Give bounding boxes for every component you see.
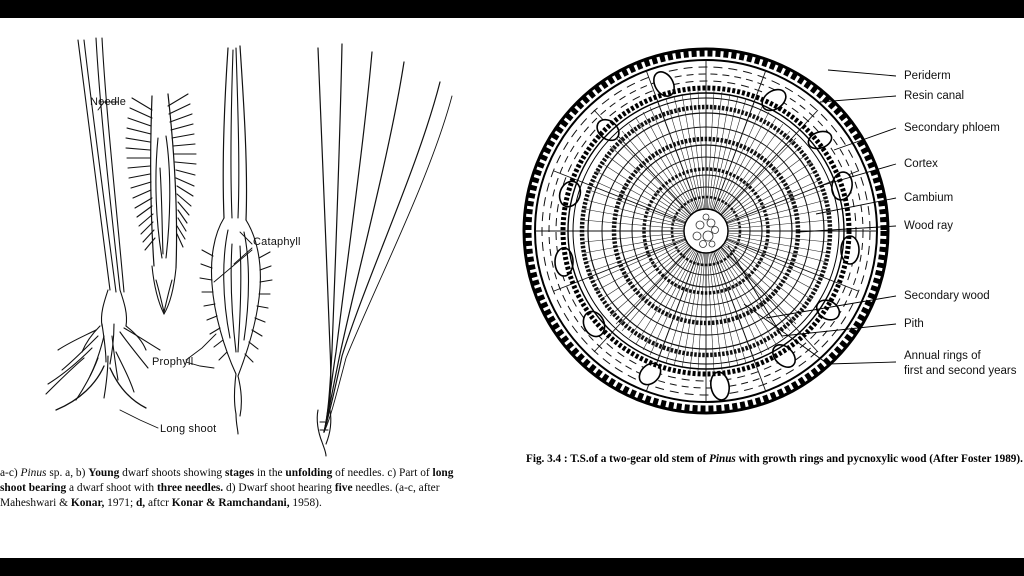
caption-part: five <box>334 482 353 494</box>
caption-part: a dwarf shoot with <box>66 482 157 494</box>
label-annual-rings: Annual rings of <box>904 350 981 362</box>
label-secondary-wood: Secondary wood <box>904 290 990 302</box>
pinus-shoot-drawing <box>0 18 500 458</box>
caption-genus: Pinus <box>20 467 47 479</box>
caption-part: Konar & Ramchandani, <box>171 497 290 509</box>
caption-part: with growth rings and pycnoxylic wood (After Foster 1989). <box>735 453 1023 465</box>
caption-part: 1958). <box>289 497 322 509</box>
label-prophyll: Prophyll <box>152 356 194 368</box>
caption-part: unfolding <box>285 467 333 479</box>
caption-genus: Pinus <box>709 453 736 465</box>
label-pith: Pith <box>904 318 924 330</box>
bottom-letterbox-band <box>0 558 1024 576</box>
label-long-shoot: Long shoot <box>160 423 217 435</box>
caption-part: of needles. c) Part of <box>332 467 433 479</box>
caption-part: 1971; <box>104 497 136 509</box>
caption-part: Konar, <box>70 497 105 509</box>
caption-part: long shoot bearing <box>0 467 454 494</box>
label-annual-rings-years: first and second years <box>904 365 1017 377</box>
caption-part: stages <box>224 467 255 479</box>
caption-part: three needles. <box>156 482 224 494</box>
stem-cross-section-drawing <box>498 18 1024 450</box>
label-secondary-phloem: Secondary phloem <box>904 122 1000 134</box>
label-needle: Needle <box>90 96 127 108</box>
label-cataphyll: Cataphyll <box>253 236 301 248</box>
caption-part: Young <box>88 467 120 479</box>
pinus-shoot-figure <box>0 18 500 558</box>
caption-part: aftcr <box>145 497 172 509</box>
caption-part: a-c) <box>0 467 21 479</box>
caption-part: d, <box>135 497 146 509</box>
label-cortex: Cortex <box>904 158 938 170</box>
label-wood-ray: Wood ray <box>904 220 954 232</box>
right-figure-caption <box>526 452 1024 466</box>
label-cambium: Cambium <box>904 192 954 204</box>
caption-part: Fig. 3.4 : T.S.of a two-gear old stem of <box>526 453 710 465</box>
top-letterbox-band <box>0 0 1024 18</box>
pinus-stem-ts-figure <box>498 18 1024 558</box>
caption-part: needles. (a-c, after Maheshwari & <box>0 482 440 509</box>
caption-part: sp. a, b) <box>46 467 89 479</box>
left-figure-caption <box>0 466 470 511</box>
caption-part: in the <box>254 467 286 479</box>
caption-part: dwarf shoots showing <box>119 467 225 479</box>
label-resin-canal: Resin canal <box>904 90 965 102</box>
label-periderm: Periderm <box>904 70 951 82</box>
caption-part: d) Dwarf shoot hearing <box>223 482 335 494</box>
